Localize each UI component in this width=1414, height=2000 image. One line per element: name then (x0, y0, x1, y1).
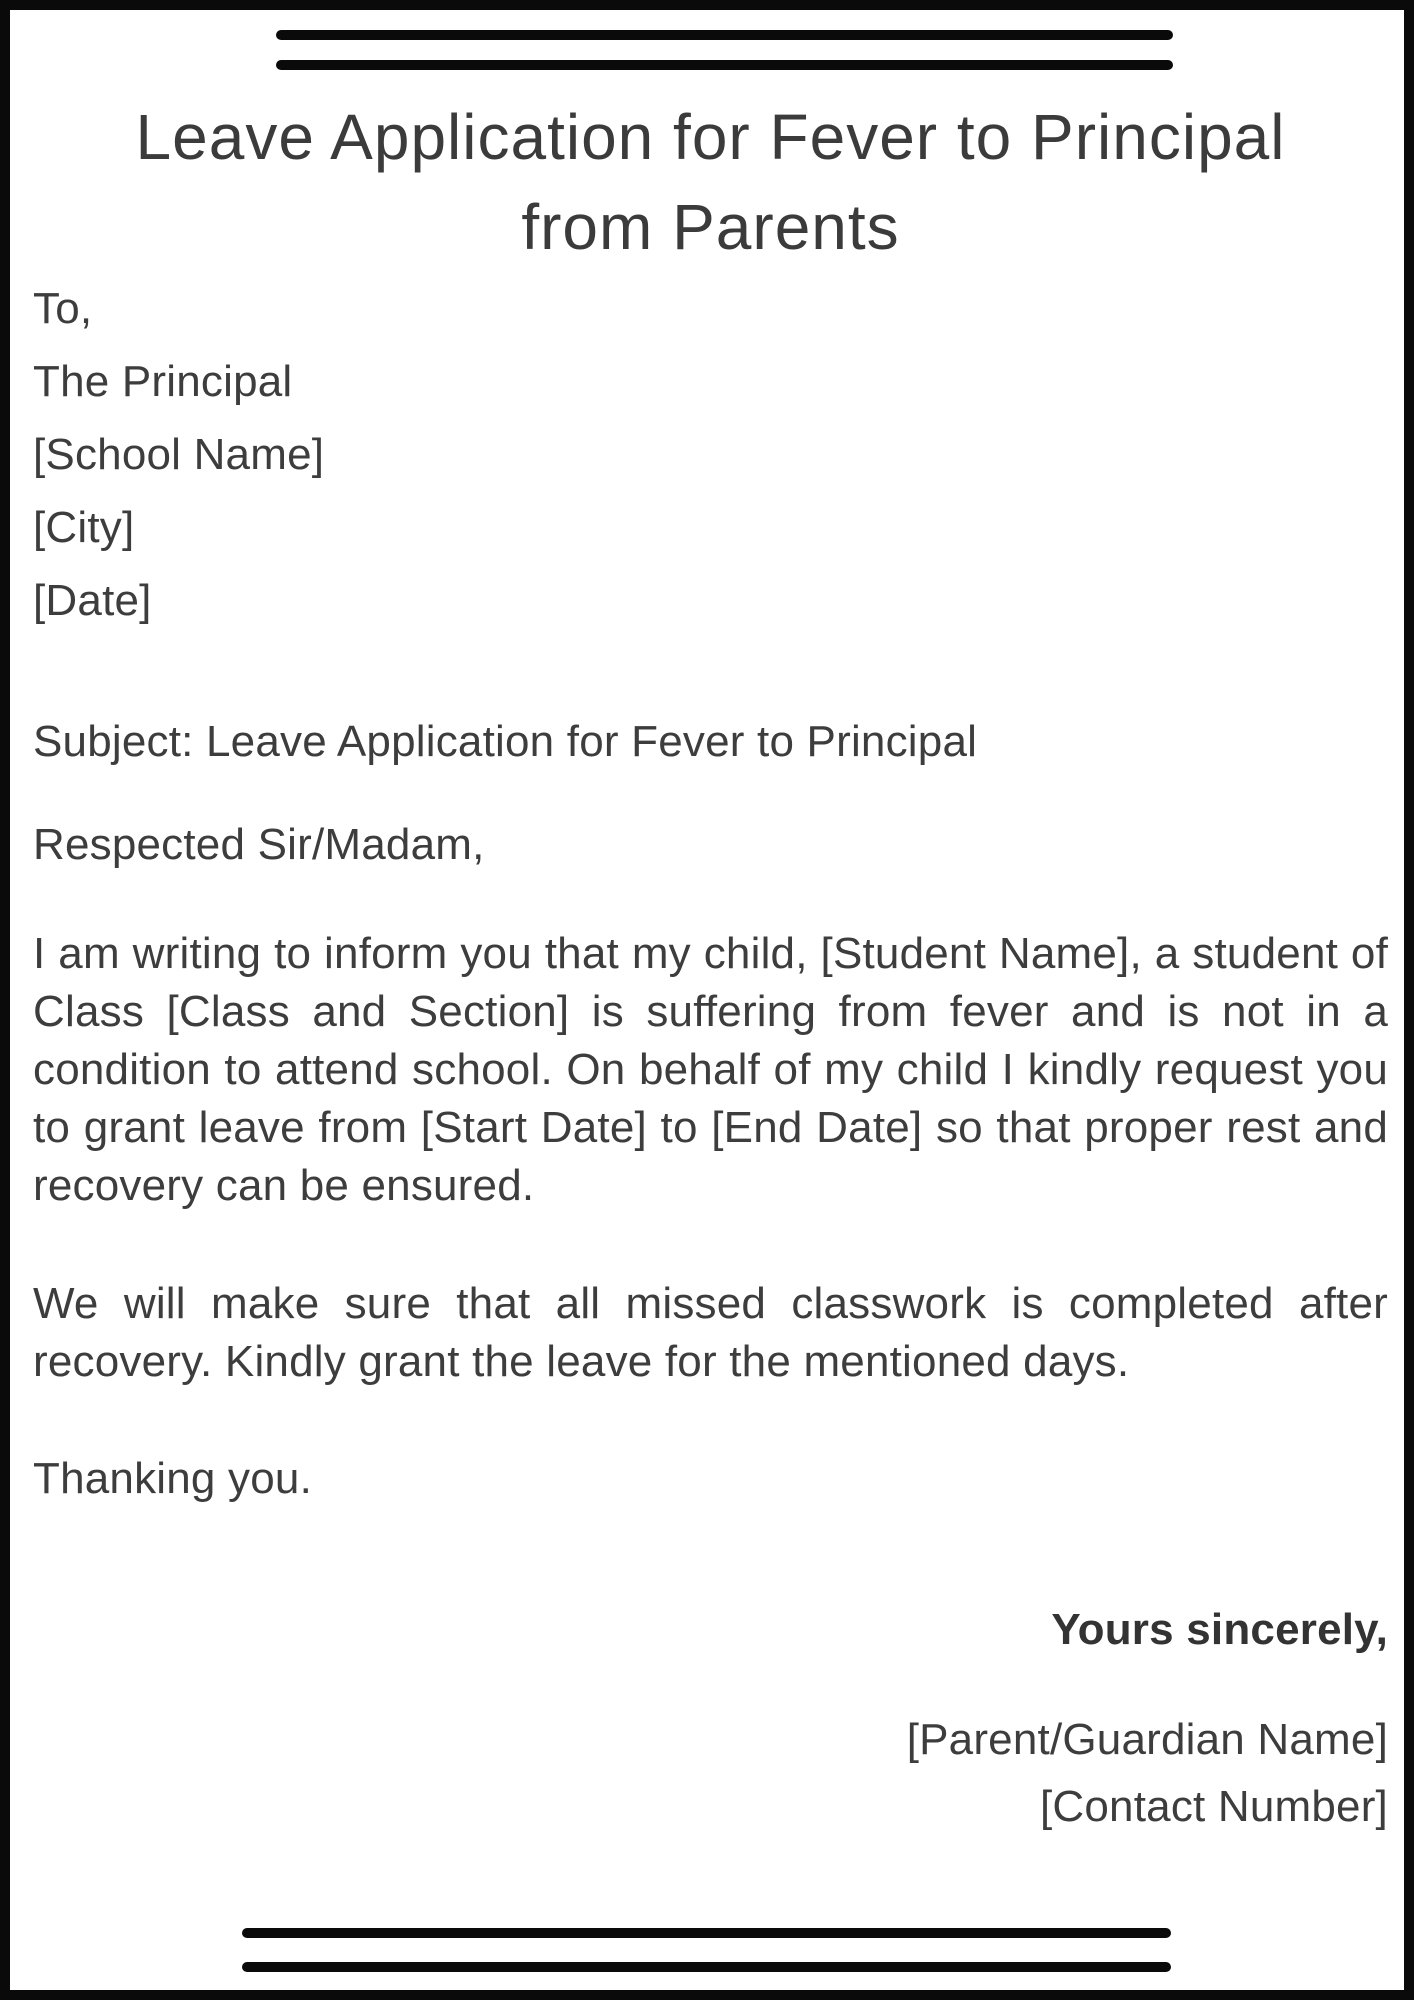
page-title (33, 92, 1388, 272)
page-title-line-2: from Parents (521, 191, 900, 263)
thanking-line: Thanking you. (33, 1454, 312, 1503)
body-paragraph-2: We will make sure that all missed classwork is completed after recovery. Kindly grant the leave for the mentioned days. (33, 1279, 1388, 1386)
recipient-line-city: [City] (33, 503, 135, 552)
top-divider (276, 30, 1173, 70)
recipient-block (33, 272, 1388, 637)
page-title-line-1: Leave Application for Fever to Principal (135, 101, 1286, 173)
subject-line: Subject: Leave Application for Fever to Principal (33, 717, 978, 766)
body-paragraph-1: I am writing to inform you that my child, [Student Name], a student of Class [Class and Section] is suffering from fever and is not in a condition to attend school. On behalf of my child I kindly request you to grant leave from [Start Date] to [End Date] so that proper rest and recovery can be ensured. (33, 929, 1388, 1210)
top-divider-line-1 (276, 30, 1173, 40)
signature-parent-guardian-name: [Parent/Guardian Name] (906, 1715, 1388, 1764)
salutation: Respected Sir/Madam, (33, 820, 485, 869)
signature-block (33, 1706, 1388, 1840)
recipient-line-date: [Date] (33, 576, 152, 625)
recipient-line-school-name: [School Name] (33, 430, 325, 479)
recipient-line-to: To, (33, 284, 93, 333)
recipient-line-principal: The Principal (33, 357, 293, 406)
top-divider-line-2 (276, 60, 1173, 70)
closing-line: Yours sincerely, (1051, 1605, 1388, 1654)
bottom-divider-line-2 (242, 1962, 1171, 1972)
bottom-divider (242, 1928, 1171, 1972)
signature-contact-number: [Contact Number] (1039, 1782, 1388, 1831)
bottom-divider-line-1 (242, 1928, 1171, 1938)
